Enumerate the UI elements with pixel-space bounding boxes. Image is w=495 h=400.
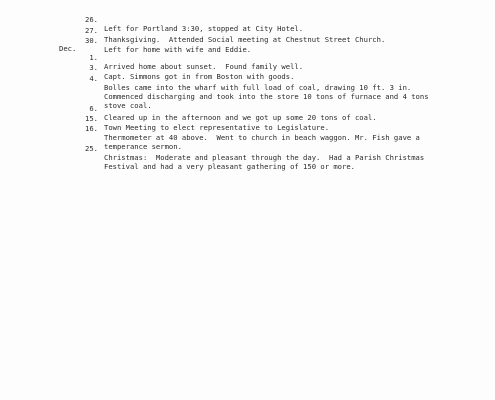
entry-text: Capt. Simmons got in from Boston with goods.	[104, 72, 295, 81]
entry-text: Bolles came into the wharf with full load of coal, drawing 10 ft. 3 in.	[104, 83, 412, 92]
entry-text: Cleared up in the afternoon and we got up some 20 tons of coal.	[104, 113, 377, 122]
day-number: 6.	[89, 104, 98, 113]
day-number: 30.	[85, 36, 98, 45]
day-number: 15.	[85, 114, 98, 123]
entry-text: Thermometer at 40 above. Went to church in beach waggon. Mr. Fish gave a	[104, 133, 420, 142]
entry-text: Christmas: Moderate and pleasant through the day. Had a Parish Christmas	[104, 153, 425, 162]
entry-text: temperance sermon.	[104, 142, 182, 151]
entry-text: Thanksgiving. Attended Social meeting at Chestnut Street Church.	[104, 35, 386, 44]
day-number: 26.	[85, 15, 98, 24]
day-number: 27.	[85, 26, 98, 35]
entry-text: Festival and had a very pleasant gathering of 150 or more.	[104, 162, 355, 171]
entry-text: Commenced discharging and took into the store 10 tons of furnace and 4 tons	[104, 92, 429, 101]
month-label: Dec.	[59, 44, 77, 53]
entry-text: Left for home with wife and Eddie.	[104, 45, 252, 54]
day-number: 16.	[85, 124, 98, 133]
entry-text: Arrived home about sunset. Found family well.	[104, 62, 304, 71]
day-number: 3.	[89, 63, 98, 72]
entry-text: Left for Portland 3:30, stopped at City Hotel.	[104, 24, 304, 33]
entry-text: stove coal.	[104, 101, 152, 110]
day-number: 1.	[89, 53, 98, 62]
day-number: 4.	[89, 74, 98, 83]
entry-text: Town Meeting to elect representative to Legislature.	[104, 123, 330, 132]
day-number: 25.	[85, 144, 98, 153]
